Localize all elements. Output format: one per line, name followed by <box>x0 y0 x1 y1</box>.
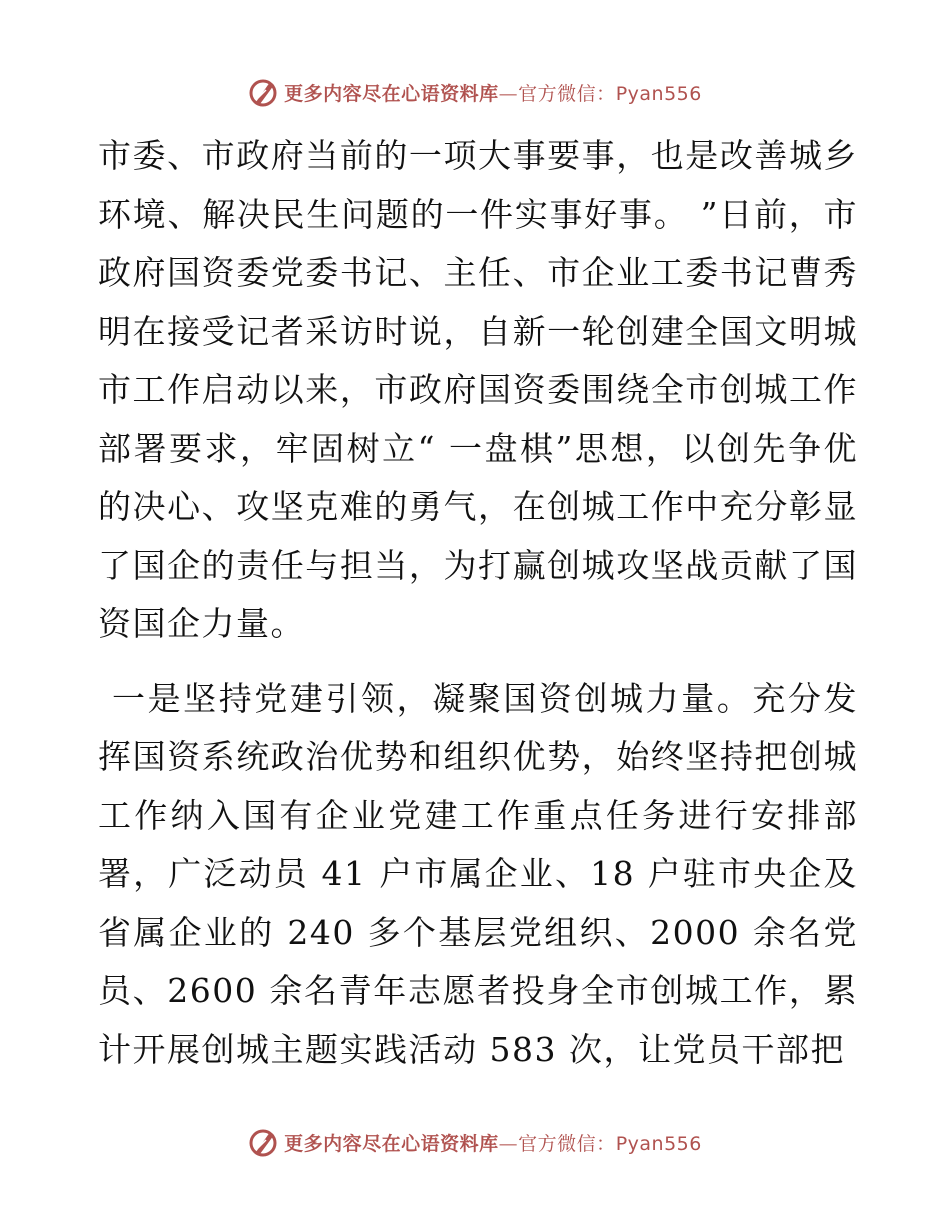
footer-watermark <box>0 1122 950 1162</box>
body-paragraph: 市委、市政府当前的一项大事要事，也是改善城乡环境、解决民生问题的一件实事好事。 ”日前，市政府国资委党委书记、主任、市企业工委书记曹秀明在接受记者采访时说，自新一轮创建全国文明城市工作启动以来，市政府国资委围绕全市创城工作部署要求，牢固树立“ 一盘棋”思想，以创先争优的决心、攻坚克难的勇气，在创城工作中充分彰显了国企的责任与担当，为打赢创城攻坚战贡献了国资国企力量。 <box>98 136 858 643</box>
watermark-main: 更多内容尽在心语资料库 <box>284 1132 499 1155</box>
watermark-text <box>284 1129 702 1156</box>
document-body <box>98 127 858 1079</box>
watermark-main: 更多内容尽在心语资料库 <box>284 82 499 105</box>
watermark-label: 官方微信： <box>518 1132 616 1155</box>
watermark-text <box>284 79 702 106</box>
watermark-label: 官方微信： <box>518 82 616 105</box>
quill-logo-icon <box>248 1126 280 1158</box>
watermark-id: Pyan556 <box>615 1132 702 1155</box>
quill-logo-icon <box>248 76 280 108</box>
watermark-separator: — <box>498 1132 519 1155</box>
header-watermark <box>0 72 950 112</box>
body-paragraph: 一是坚持党建引领，凝聚国资创城力量。充分发挥国资系统政治优势和组织优势，始终坚持把创城工作纳入国有企业党建工作重点任务进行安排部署，广泛动员 41 户市属企业、18 户驻市央企及省属企业的 240 多个基层党组织、2000 余名党员、2600 余名青年志愿者投身全市创城工作，累计开展创城主题实践活动 583 次，让党员干部把 <box>98 678 858 1069</box>
watermark-separator: — <box>498 82 519 105</box>
watermark-id: Pyan556 <box>615 82 702 105</box>
